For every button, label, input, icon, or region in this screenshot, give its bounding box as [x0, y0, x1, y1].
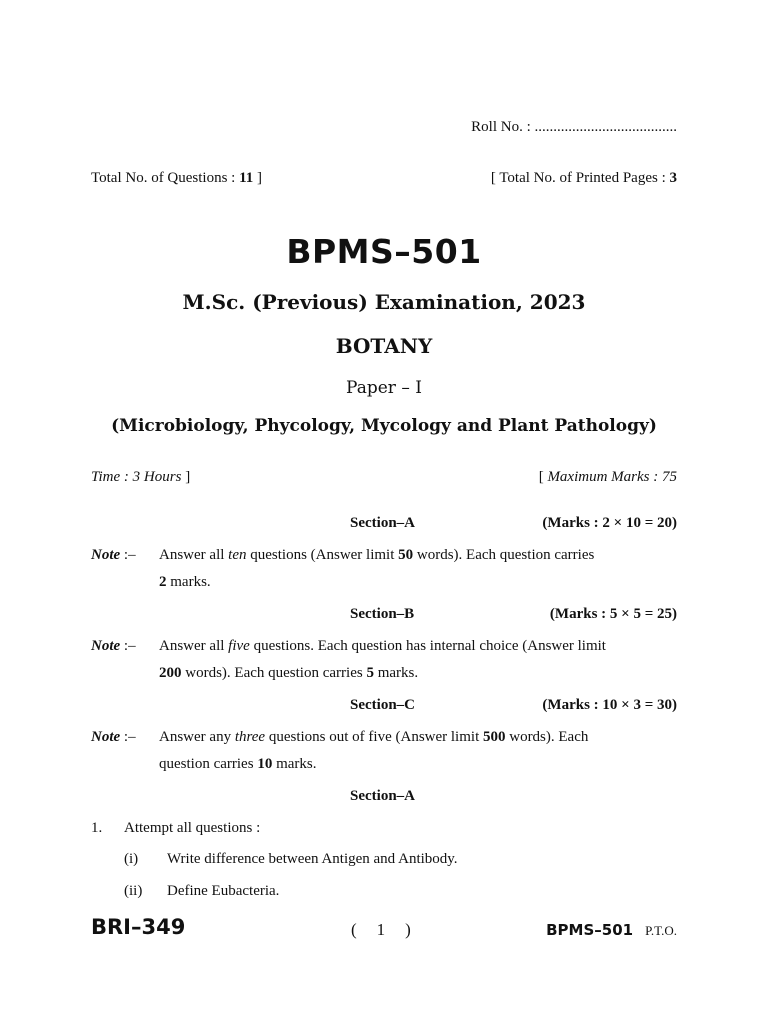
subquestion-text: Define Eubacteria. [167, 883, 280, 899]
total-questions-label: Total No. of Questions : [91, 170, 236, 186]
section-c-note-line2: question carries 10 marks. [159, 756, 317, 772]
footer-page-number: ( 1 ) [351, 920, 411, 939]
section-a-note-line1: Answer all ten questions (Answer limit 50 words). Each question carries [159, 547, 595, 563]
subquestion-number: (i) [124, 851, 139, 867]
section-c-heading: Section–C [350, 697, 415, 713]
roll-label: Roll No. : [471, 119, 531, 135]
footer-right [546, 921, 677, 940]
paper-topics: (Microbiology, Phycology, Mycology and Plant Pathology) [111, 416, 657, 436]
question-number: 1. [91, 820, 103, 836]
max-label: Maximum Marks : 75 [547, 469, 677, 485]
section-c-note-line1: Answer any three questions out of five (Answer limit 500 words). Each [159, 729, 589, 745]
total-questions-value: 11 [239, 170, 254, 186]
question-text: Attempt all questions : [124, 820, 261, 836]
total-pages-label: [ Total No. of Printed Pages : [490, 170, 666, 186]
roll-dots: ...................................... [534, 119, 677, 135]
paper-code: BPMS–501 [286, 232, 482, 271]
subject-title: BOTANY [335, 334, 433, 358]
max-bracket: [ [538, 469, 544, 485]
time-bracket: ] [185, 469, 191, 485]
section-c-marks: (Marks : 10 × 3 = 30) [542, 697, 677, 713]
pto-label: P.T.O. [645, 923, 677, 938]
section-b-note-label: Note :– [91, 638, 136, 654]
time-label: Time : 3 Hours [91, 469, 182, 485]
section-a-note-line2: 2 marks. [159, 574, 211, 590]
footer-paper-code: BPMS–501 [546, 921, 634, 939]
section-b-marks: (Marks : 5 × 5 = 25) [549, 606, 677, 622]
total-pages-value: 3 [669, 170, 677, 186]
questions-section-heading: Section–A [350, 788, 415, 804]
footer-booklet-code: BRI–349 [91, 915, 186, 939]
section-b-note-line1: Answer all five questions. Each question has internal choice (Answer limit [159, 638, 606, 654]
subquestion-number: (ii) [124, 883, 143, 899]
exam-title: M.Sc. (Previous) Examination, 2023 [182, 290, 586, 314]
page-number: 1 [376, 920, 386, 939]
total-questions: Total No. of Questions : 11 ] [91, 170, 263, 186]
section-a-heading: Section–A [350, 515, 415, 531]
total-pages [491, 170, 677, 187]
subquestion-text: Write difference between Antigen and Antibody. [167, 851, 458, 867]
maximum-marks [539, 469, 677, 486]
section-a-marks: (Marks : 2 × 10 = 20) [542, 515, 677, 531]
section-b-heading: Section–B [350, 606, 415, 622]
time-allowed [91, 469, 190, 486]
section-a-note-label: Note :– [91, 547, 136, 563]
section-c-note-label: Note :– [91, 729, 136, 745]
section-b-note-line2: 200 words). Each question carries 5 marks. [159, 665, 419, 681]
paper-number: Paper – I [346, 378, 422, 398]
roll-number-line [471, 119, 677, 136]
